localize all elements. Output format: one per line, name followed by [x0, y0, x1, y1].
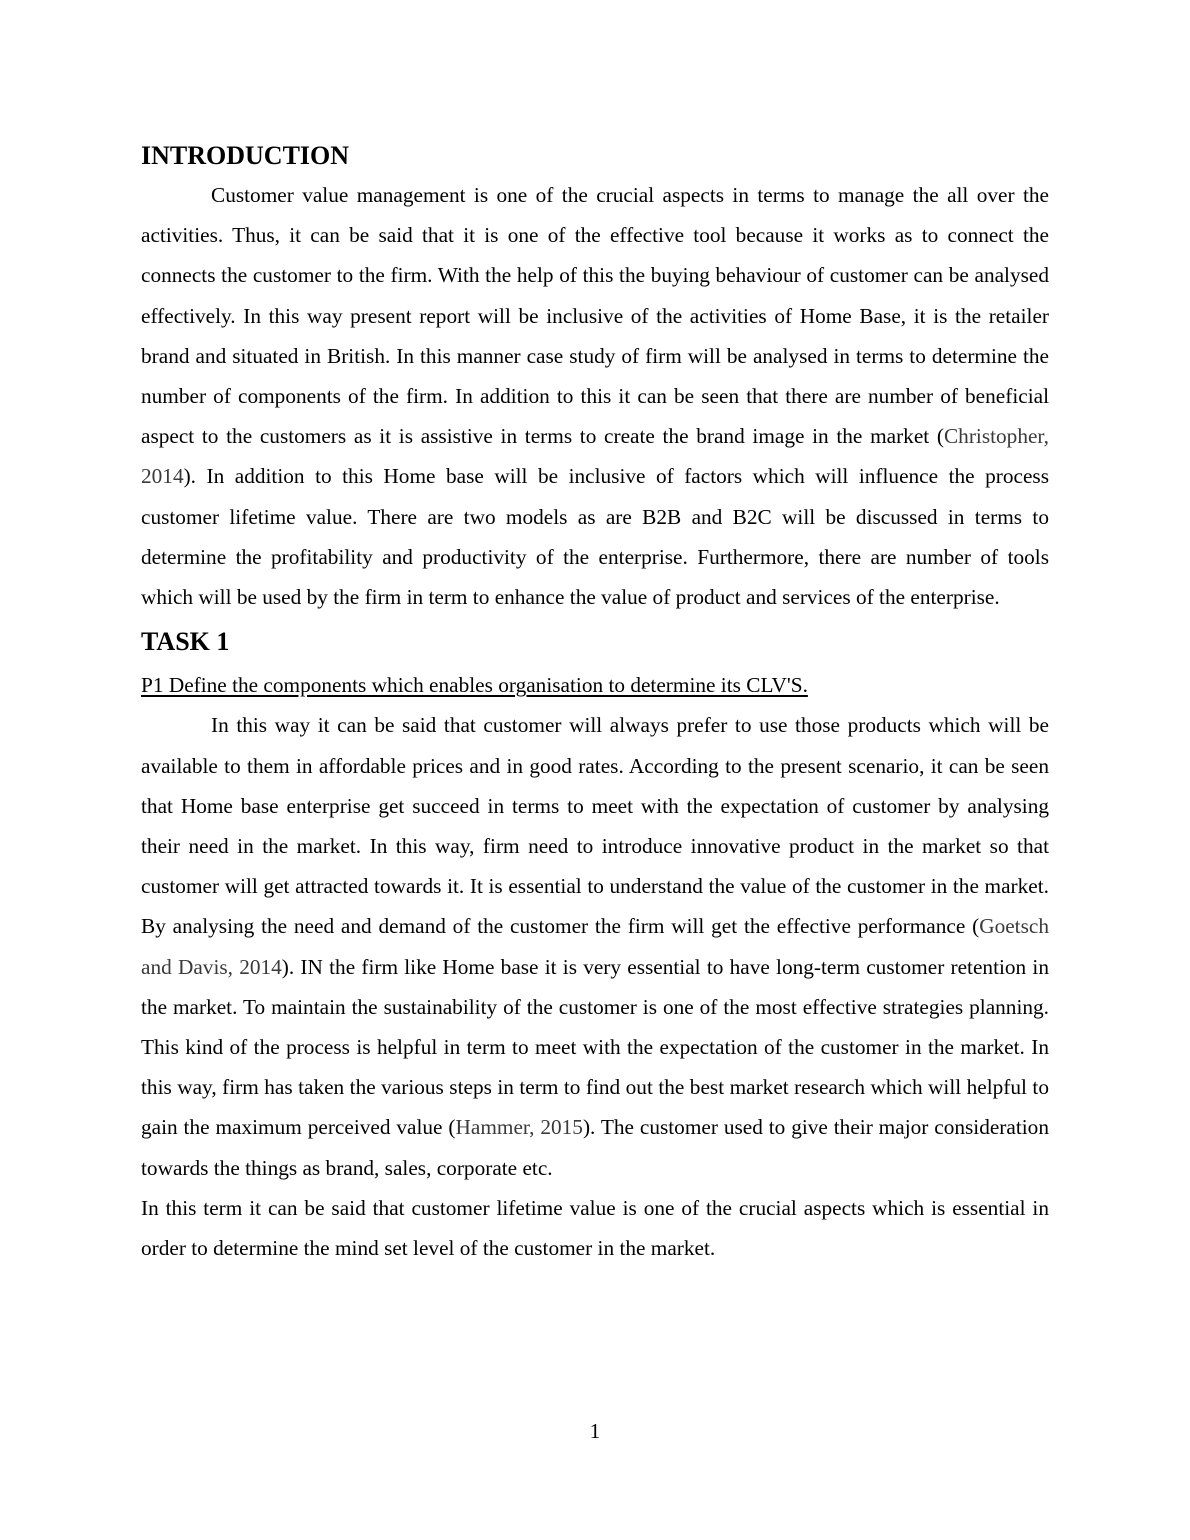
- citation-christopher: Christopher, 2014: [141, 424, 1049, 489]
- task1-paragraph-1: [141, 705, 1049, 1187]
- page-content: [141, 137, 1049, 1268]
- task1-p1-text-part3: ). The customer used to give their major consideration towards the things as brand, sales, corporate etc.: [141, 1115, 1049, 1180]
- task1-p1-text-part2: ). IN the firm like Home base it is very essential to have long-term customer retention in the market. To maintain the sustainability of the customer is one of the most effective strategies planning. This kind of the process is helpful in term to meet with the expectation of the customer in the market. In this way, firm has taken the various steps in term to find out the best market research which will helpful to gain the maximum perceived value (: [141, 954, 1049, 1140]
- page-number: 1: [589, 1419, 601, 1443]
- task1-subheading: P1 Define the components which enables organisation to determine its CLV'S.: [141, 673, 808, 698]
- citation-hammer: Hammer, 2015: [455, 1115, 583, 1140]
- introduction-heading: INTRODUCTION: [141, 141, 350, 170]
- introduction-paragraph: [141, 175, 1049, 617]
- task1-paragraph-2: In this term it can be said that customer lifetime value is one of the crucial aspects which is essential in order to determine the mind set level of the customer in the market.: [141, 1195, 1049, 1261]
- task1-heading: TASK 1: [141, 627, 230, 657]
- citation-goetsch-davis: Goetsch and Davis, 2014: [141, 914, 1049, 979]
- introduction-text-part2: ). In addition to this Home base will be inclusive of factors which will influence the process customer lifetime value. There are two models as are B2B and B2C will be discussed in terms to determine the profitability and productivity of the enterprise. Furthermore, there are number of tools which will be used by the firm in term to enhance the value of product and services of the enterprise.: [141, 464, 1049, 610]
- introduction-text-part1: Customer value management is one of the crucial aspects in terms to manage the all over the activities. Thus, it can be said that it is one of the effective tool because it works as to connect the connects the customer to the firm. With the help of this the buying behaviour of customer can be analysed effectively. In this way present report will be inclusive of the activities of Home Base, it is the retailer brand and situated in British. In this manner case study of firm will be analysed in terms to determine the number of components of the firm. In addition to this it can be seen that there are number of beneficial aspect to the customers as it is assistive in terms to create the brand image in the market (: [141, 183, 1049, 449]
- task1-p1-text-part1: In this way it can be said that customer will always prefer to use those products which will be available to them in affordable prices and in good rates. According to the present scenario, it can be seen that Home base enterprise get succeed in terms to meet with the expectation of customer by analysing their need in the market. In this way, firm need to introduce innovative product in the market so that customer will get attracted towards it. It is essential to understand the value of the customer in the market. By analysing the need and demand of the customer the firm will get the effective performance (: [141, 713, 1049, 939]
